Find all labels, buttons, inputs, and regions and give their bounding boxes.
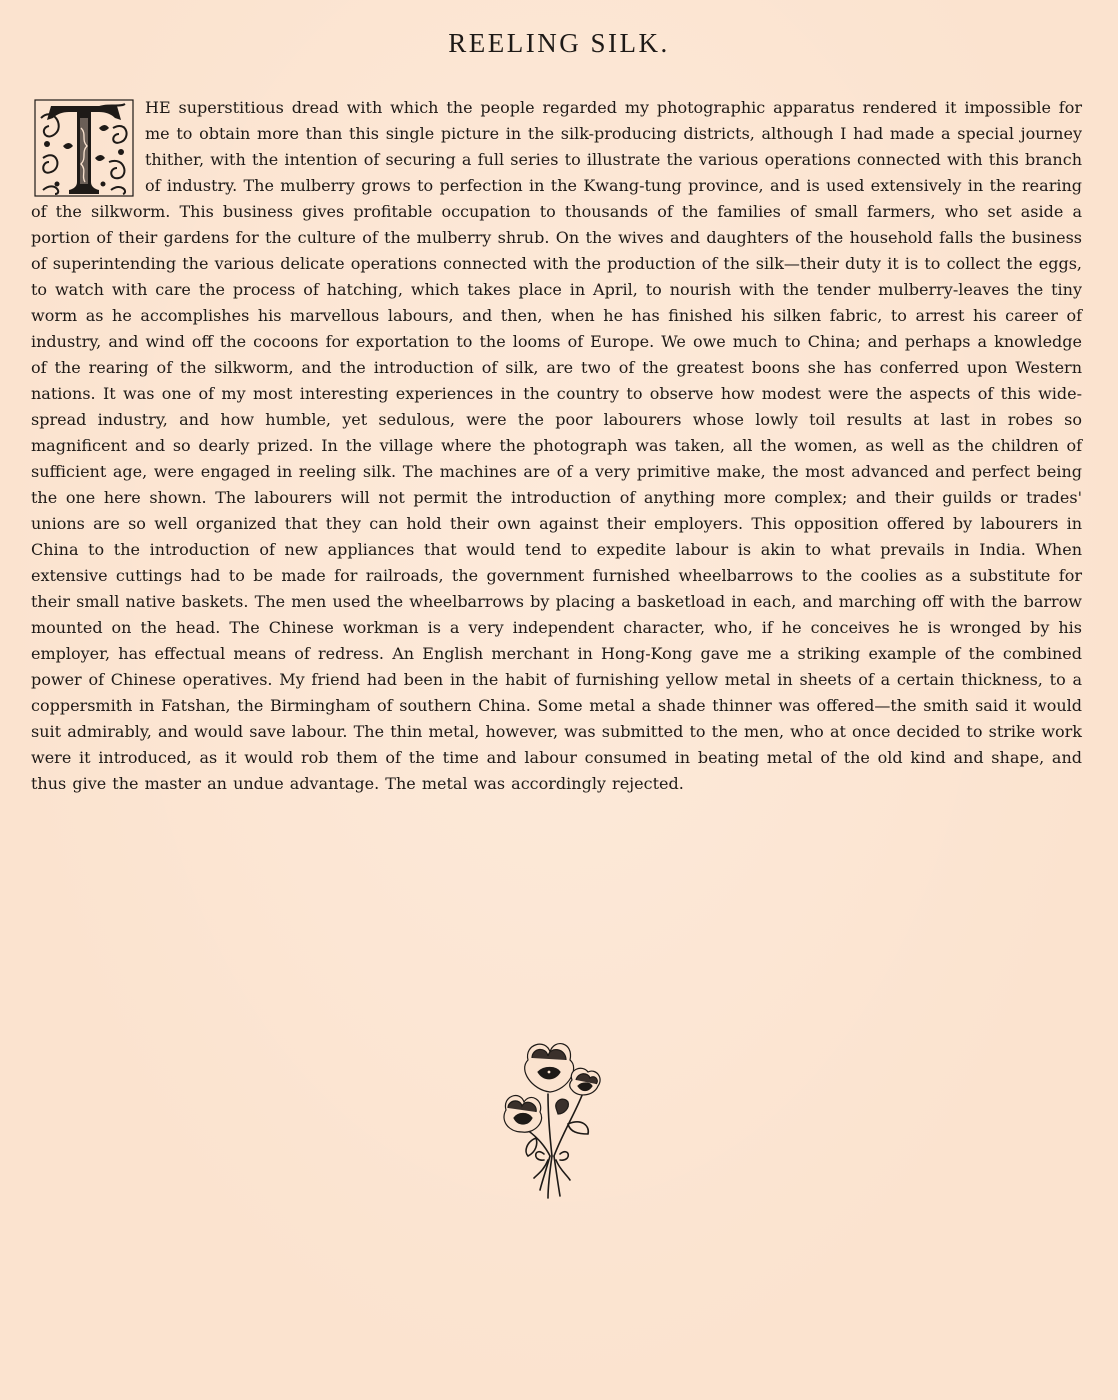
- body-paragraph: [31, 95, 1082, 797]
- pansy-bouquet-icon: [498, 1038, 608, 1202]
- ornamental-dropcap-t-icon: [33, 98, 135, 198]
- page-title: REELING SILK.: [448, 28, 670, 58]
- paragraph-text: HE superstitious dread with which the people regarded my photographic apparatus rendered it impossible for me to obtain more than this single picture in the silk-producing districts, although I had made a special journey thither, with the intention of securing a full series to illustrate the various operations connected with this branch of industry. The mulberry grows to perfection in the Kwang-tung province, and is used extensively in the rearing of the silkworm. This business gives profitable occupation to thousands of the families of small farmers, who set aside a portion of their gardens for the culture of the mulberry shrub. On the wives and daughters of the household falls the business of superintending the various delicate operations connected with the production of the silk—their duty it is to collect the eggs, to watch with care the process of hatching, which takes place in April, to nourish with the tender mulberry-leaves the tiny worm as he accomplishes his marvellous labours, and then, when he has finished his silken fabric, to arrest his career of industry, and wind off the cocoons for exportation to the looms of Europe. We owe much to China; and perhaps a knowledge of the rearing of the silkworm, and the introduction of silk, are two of the greatest boons she has conferred upon Western nations. It was one of my most interesting experiences in the country to observe how modest were the aspects of this wide-spread industry, and how humble, yet sedulous, were the poor labourers whose lowly toil results at last in robes so magnificent and so dearly prized. In the village where the photograph was taken, all the women, as well as the children of sufficient age, were engaged in reeling silk. The machines are of a very primitive make, the most advanced and perfect being the one here shown. The labourers will not permit the introduction of anything more complex; and their guilds or trades' unions are so well organized that they can hold their own against their employers. This opposition offered by labourers in China to the introduction of new appliances that would tend to expedite labour is akin to what prevails in India. When extensive cuttings had to be made for railroads, the government furnished wheelbarrows to the coolies as a substitute for their small native baskets. The men used the wheelbarrows by placing a basketload in each, and marching off with the barrow mounted on the head. The Chinese workman is a very independent character, who, if he conceives he is wronged by his employer, has effectual means of redress. An English merchant in Hong-Kong gave me a striking example of the combined power of Chinese operatives. My friend had been in the habit of furnishing yellow metal in sheets of a certain thickness, to a coppersmith in Fatshan, the Birmingham of southern China. Some metal a shade thinner was offered—the smith said it would suit admirably, and would save labour. The thin metal, however, was submitted to the men, who at once decided to strike work were it introduced, as it would rob them of the time and labour consumed in beating metal of the old kind and shape, and thus give the master an undue advantage. The metal was accordingly rejected.: [31, 98, 1082, 793]
